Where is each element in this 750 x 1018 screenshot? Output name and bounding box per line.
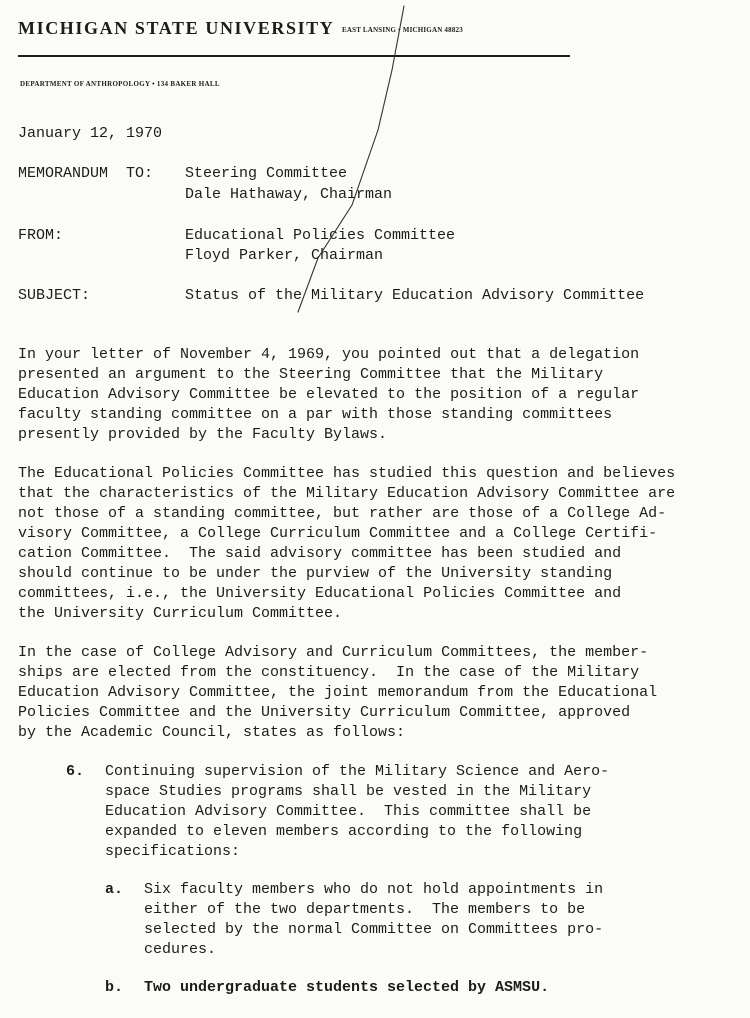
paragraph-line: visory Committee, a College Curriculum Committee and a College Certifi- [18,525,658,542]
subject-label: SUBJECT: [18,287,91,304]
paragraph-line: that the characteristics of the Military Education Advisory Committee are [18,485,676,502]
paragraph-line: faculty standing committee on a par with those standing committees [18,406,613,423]
paragraph-line: presently provided by the Faculty Bylaws. [18,426,388,443]
paragraph-line: In the case of College Advisory and Curriculum Committees, the member- [18,644,649,661]
paragraph-line: Education Advisory Committee, the joint memorandum from the Educational [18,684,658,701]
memo-date: January 12, 1970 [18,125,163,142]
list-item-line: Education Advisory Committee. This committee shall be [105,803,592,820]
list-item-line: Six faculty members who do not hold appointments in [144,881,604,898]
paragraph-line: ships are elected from the constituency. In the case of the Military [18,664,640,681]
list-item-line: Continuing supervision of the Military Science and Aero- [105,763,610,780]
to-line-1: Steering Committee [185,165,348,182]
university-address: EAST LANSING • MICHIGAN 48823 [342,26,463,34]
list-item-line: expanded to eleven members according to the following [105,823,583,840]
list-item-line: specifications: [105,843,241,860]
department-line: DEPARTMENT OF ANTHROPOLOGY • 134 BAKER HALL [20,80,220,88]
paragraph-line: Education Advisory Committee be elevated to the position of a regular [18,386,640,403]
subject-text: Status of the Military Education Advisory Committee [185,287,645,304]
list-item-line: Two undergraduate students selected by ASMSU. [144,979,550,996]
paragraph-line: cation Committee. The said advisory committee has been studied and [18,545,622,562]
list-item-line: cedures. [144,941,217,958]
paragraph-line: committees, i.e., the University Educational Policies Committee and [18,585,622,602]
list-item-line: space Studies programs shall be vested in the Military [105,783,592,800]
list-item-number: 6. [66,763,85,780]
paragraph-line: should continue to be under the purview of the University standing [18,565,613,582]
list-item-line: either of the two departments. The members to be [144,901,586,918]
from-label: FROM: [18,227,64,244]
paragraph-line: In your letter of November 4, 1969, you pointed out that a delegation [18,346,640,363]
paragraph-line: by the Academic Council, states as follows: [18,724,406,741]
paragraph-line: the University Curriculum Committee. [18,605,343,622]
list-item-letter: a. [105,881,124,898]
paragraph-line: Policies Committee and the University Curriculum Committee, approved [18,704,631,721]
from-line-2: Floyd Parker, Chairman [185,247,384,264]
from-line-1: Educational Policies Committee [185,227,456,244]
paragraph-line: not those of a standing committee, but rather are those of a College Ad- [18,505,667,522]
paragraph-line: presented an argument to the Steering Committee that the Military [18,366,604,383]
paragraph-line: The Educational Policies Committee has studied this question and believes [18,465,676,482]
list-item-line: selected by the normal Committee on Committees pro- [144,921,604,938]
to-label: MEMORANDUM TO: [18,165,154,182]
university-name: MICHIGAN STATE UNIVERSITY [18,18,335,38]
list-item-letter: b. [105,979,124,996]
to-line-2: Dale Hathaway, Chairman [185,186,393,203]
